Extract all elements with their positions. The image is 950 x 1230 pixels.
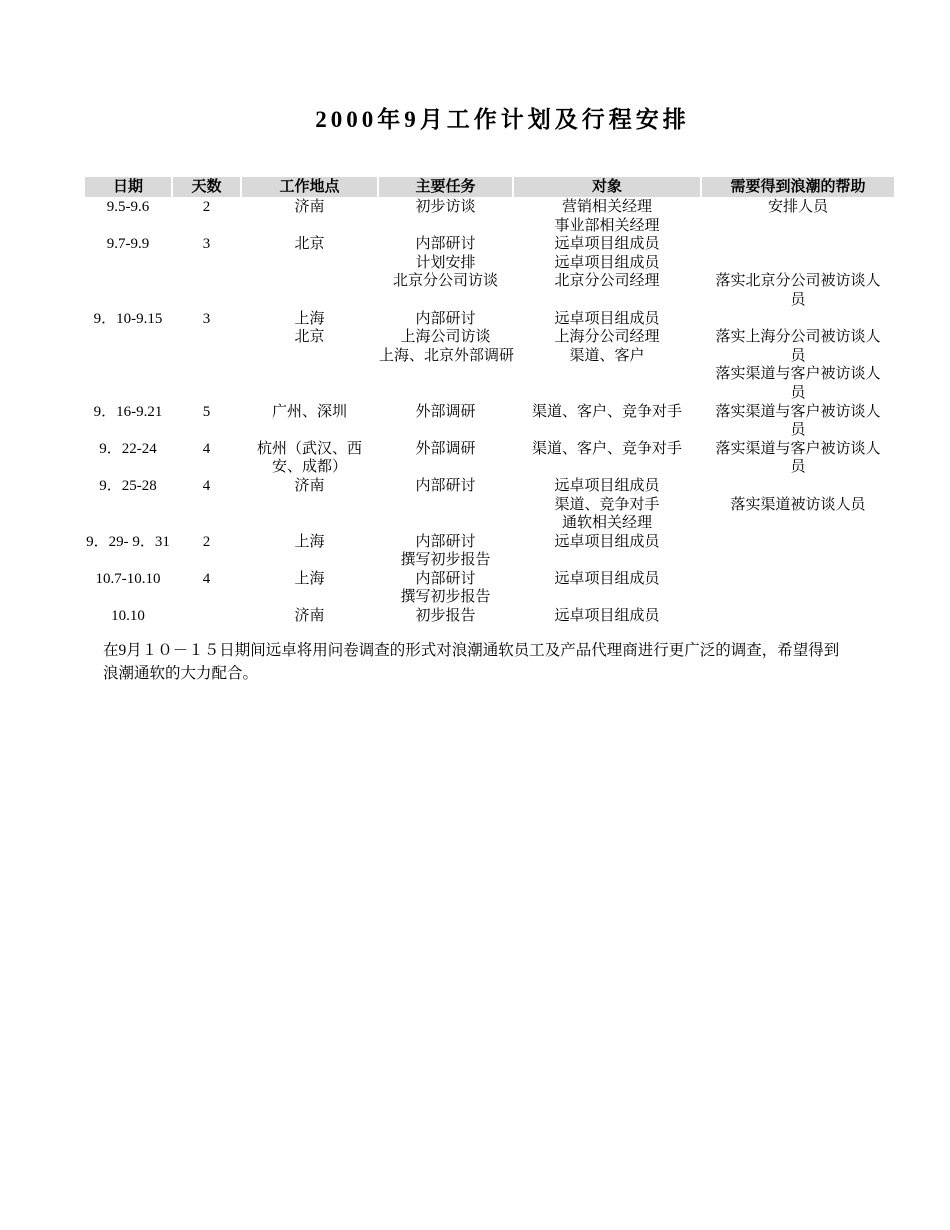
schedule-table [85,177,894,626]
cell-line: 内部研讨 [415,236,476,253]
days-cell [173,533,240,570]
blank-line [702,254,894,273]
cell-line: 上海公司访谈 [400,329,491,346]
cell-line: 济南 [294,477,325,494]
cell-line: 落实渠道与客户被访谈人员 [715,440,881,476]
cell-line: 远卓项目组成员 [554,608,660,625]
cell-line: 落实北京分公司被访谈人员 [715,273,881,308]
cell-line: 渠道、客户 [569,347,645,364]
footer-note: 在9月１０－１５日期间远卓将用问卷调查的形式对浪潮通软员工及产品代理商进行更广泛的调查，希望得到浪潮通软的大力配合。 [103,642,840,682]
cell-line: 2 [202,533,211,550]
tasks-cell [379,477,512,533]
table-row [85,533,894,570]
date-cell [85,607,171,626]
targets-cell [514,403,700,440]
cell-line: 5 [202,403,211,420]
cell-line: 远卓项目组成员 [554,236,660,253]
table-row [85,607,894,626]
date-cell [85,533,171,570]
cell-line: 北京 [294,236,325,253]
cell-line: 落实上海分公司被访谈人员 [715,329,881,364]
cell-line: 广州、深圳 [271,403,347,420]
table-row [85,310,894,403]
tasks-cell [379,310,515,403]
tasks-cell [379,440,512,477]
tasks-cell [379,198,512,235]
days-cell [173,570,240,607]
cell-line: 撰写初步报告 [400,552,491,569]
location-cell [242,440,377,477]
cell-line: 北京 [294,329,325,346]
cell-line: 济南 [294,199,325,215]
cell-line: 内部研讨 [415,477,476,494]
date-cell [85,198,171,235]
cell-line: 9．25-28 [99,477,157,494]
location-cell [242,403,377,440]
location-cell [242,607,377,626]
help-cell [702,403,894,440]
cell-line: 渠道、客户、竞争对手 [531,440,682,457]
cell-line: 内部研讨 [415,533,476,550]
cell-line: 外部调研 [415,440,476,457]
cell-line: 9.7-9.9 [106,236,150,253]
date-cell [85,235,171,309]
date-cell [85,440,171,477]
location-cell [242,570,377,607]
cell-line: 初步报告 [415,608,476,625]
targets-cell [514,198,700,235]
table-row [85,198,894,235]
cell-line: 3 [202,236,211,253]
help-cell [702,607,894,626]
targets-cell [514,235,700,309]
cell-line: 4 [202,570,211,587]
help-cell [702,198,894,235]
help-cell [702,440,894,477]
blank-line [173,607,240,626]
blank-line [702,310,894,329]
cell-line: 远卓项目组成员 [554,533,660,550]
help-cell [702,310,894,403]
cell-line: 内部研讨 [415,570,476,587]
cell-line: 落实渠道与客户被访谈人员 [715,403,881,439]
date-cell [85,310,171,403]
cell-line: 远卓项目组成员 [554,477,660,494]
page-title: 2000年9月工作计划及行程安排 [315,107,690,132]
days-cell [173,607,240,626]
table-row [85,235,894,309]
date-cell [85,570,171,607]
date-cell [85,403,171,440]
table-header-row [85,177,894,197]
cell-line: 上海、北京外部调研 [379,347,515,364]
cell-line: 3 [202,310,211,327]
days-cell [173,477,240,533]
cell-line: 9．16-9.21 [93,403,163,420]
cell-line: 上海 [294,310,325,327]
date-cell [85,477,171,533]
targets-cell [514,440,700,477]
cell-line: 2 [202,199,211,215]
cell-line: 计划安排 [415,254,476,271]
cell-line: 渠道、竞争对手 [554,496,660,513]
days-cell [173,310,240,403]
table-body [85,197,894,626]
cell-line: 内部研讨 [415,310,476,327]
days-cell [173,235,240,309]
column-header-targets: 对象 [514,177,700,197]
location-cell [242,533,377,570]
days-cell [173,198,240,235]
help-cell [702,235,894,309]
cell-line: 10.7-10.10 [95,570,161,587]
cell-line: 远卓项目组成员 [554,310,660,327]
location-cell [242,198,377,235]
column-header-days: 天数 [173,177,240,197]
blank-line [702,235,894,254]
cell-line: 远卓项目组成员 [554,254,660,271]
tasks-cell [379,533,512,570]
table-row [85,570,894,607]
location-cell [242,235,377,309]
cell-line: 营销相关经理 [561,199,652,215]
cell-line: 上海 [294,533,325,550]
table-row [85,477,894,533]
days-cell [173,403,240,440]
column-header-help: 需要得到浪潮的帮助 [702,177,894,197]
help-cell [702,533,894,570]
cell-line: 撰写初步报告 [400,589,491,606]
cell-line: 外部调研 [415,403,476,420]
cell-line: 上海 [294,570,325,587]
location-cell [242,310,377,403]
cell-line: 落实渠道被访谈人员 [730,496,866,513]
cell-line: 远卓项目组成员 [554,570,660,587]
cell-line: 9．29- 9．31 [86,533,170,550]
cell-line: 9.5-9.6 [106,199,150,215]
tasks-cell [379,403,512,440]
location-cell [242,477,377,533]
tasks-cell [379,607,512,626]
tasks-cell [379,235,512,309]
column-header-date: 日期 [85,177,171,197]
cell-line: 4 [202,477,211,494]
targets-cell [514,607,700,626]
targets-cell [514,310,700,403]
cell-line: 上海分公司经理 [554,329,660,346]
blank-line [702,477,894,496]
column-header-location: 工作地点 [242,177,377,197]
cell-line: 杭州（武汉、西安、成都） [256,440,362,476]
targets-cell [514,570,700,607]
cell-line: 9．10-9.15 [93,310,163,327]
help-cell [702,570,894,607]
column-header-tasks: 主要任务 [379,177,512,197]
days-cell [173,440,240,477]
cell-line: 通软相关经理 [561,515,652,532]
cell-line: 渠道、客户、竞争对手 [531,403,682,420]
cell-line: 事业部相关经理 [554,217,660,234]
cell-line: 北京分公司访谈 [392,273,498,290]
targets-cell [514,533,700,570]
tasks-cell [379,570,512,607]
cell-line: 初步访谈 [415,199,476,215]
targets-cell [514,477,700,533]
cell-line: 9．22-24 [99,440,157,457]
cell-line: 10.10 [111,608,145,625]
cell-line: 落实渠道与客户被访谈人员 [715,366,881,401]
cell-line: 北京分公司经理 [554,273,660,290]
cell-line: 安排人员 [767,199,828,215]
table-row [85,403,894,440]
cell-line: 济南 [294,608,325,625]
help-cell [702,477,894,533]
cell-line: 4 [202,440,211,457]
table-row [85,440,894,477]
